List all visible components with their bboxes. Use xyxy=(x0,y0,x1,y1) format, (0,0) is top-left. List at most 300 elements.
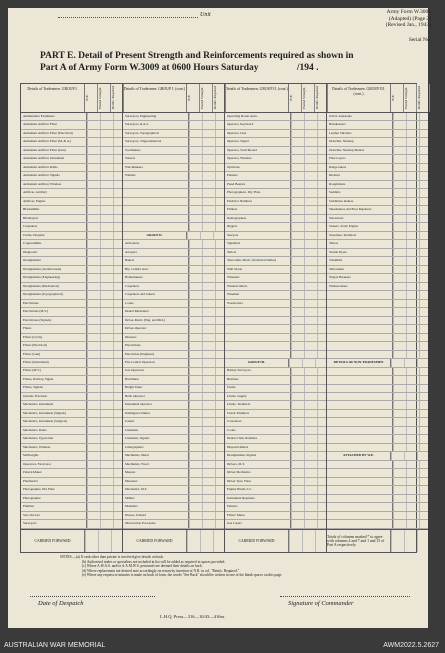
entry-cell[interactable] xyxy=(406,503,419,510)
entry-cell[interactable] xyxy=(87,266,100,273)
entry-cell[interactable] xyxy=(189,274,202,281)
entry-cell[interactable] xyxy=(87,308,100,315)
entry-cell[interactable] xyxy=(406,317,419,324)
entry-cell[interactable] xyxy=(391,359,404,366)
entry-cell[interactable] xyxy=(393,164,406,171)
entry-cell[interactable] xyxy=(304,334,317,341)
entry-cell[interactable] xyxy=(202,215,215,222)
entry-cell[interactable] xyxy=(100,334,113,341)
entry-cell[interactable] xyxy=(87,215,100,222)
entry-cell[interactable] xyxy=(202,410,215,417)
entry-cell[interactable] xyxy=(87,512,100,519)
entry-cell[interactable] xyxy=(100,249,113,256)
entry-cell[interactable] xyxy=(304,503,317,510)
entry-cell[interactable] xyxy=(202,206,215,213)
entry-cell[interactable] xyxy=(304,300,317,307)
entry-cell[interactable] xyxy=(419,435,432,442)
entry-cell[interactable] xyxy=(393,317,406,324)
entry-cell[interactable] xyxy=(406,181,419,188)
entry-cell[interactable] xyxy=(419,147,432,154)
entry-cell[interactable] xyxy=(291,274,304,281)
entry-cell[interactable] xyxy=(202,334,215,341)
entry-cell[interactable] xyxy=(393,113,406,120)
entry-cell[interactable] xyxy=(406,283,419,290)
entry-cell[interactable] xyxy=(419,138,432,145)
entry-cell[interactable] xyxy=(189,393,202,400)
entry-cell[interactable] xyxy=(202,164,215,171)
entry-cell[interactable] xyxy=(393,368,406,375)
entry-cell[interactable] xyxy=(406,266,419,273)
entry-cell[interactable] xyxy=(87,198,100,205)
entry-cell[interactable] xyxy=(419,249,432,256)
carried-forward-cell[interactable] xyxy=(302,530,315,552)
entry-cell[interactable] xyxy=(87,385,100,392)
entry-cell[interactable] xyxy=(304,368,317,375)
entry-cell[interactable] xyxy=(291,130,304,137)
entry-cell[interactable] xyxy=(419,198,432,205)
entry-cell[interactable] xyxy=(406,189,419,196)
entry-cell[interactable] xyxy=(87,325,100,332)
entry-cell[interactable] xyxy=(189,401,202,408)
entry-cell[interactable] xyxy=(100,223,113,230)
entry-cell[interactable] xyxy=(189,181,202,188)
entry-cell[interactable] xyxy=(100,427,113,434)
entry-cell[interactable] xyxy=(406,240,419,247)
entry-cell[interactable] xyxy=(393,427,406,434)
entry-cell[interactable] xyxy=(189,418,202,425)
entry-cell[interactable] xyxy=(302,359,315,366)
entry-cell[interactable] xyxy=(393,172,406,179)
entry-cell[interactable] xyxy=(406,444,419,451)
entry-cell[interactable] xyxy=(406,512,419,519)
entry-cell[interactable] xyxy=(100,520,113,527)
entry-cell[interactable] xyxy=(419,444,432,451)
entry-cell[interactable] xyxy=(87,164,100,171)
entry-cell[interactable] xyxy=(304,444,317,451)
entry-cell[interactable] xyxy=(189,266,202,273)
carried-forward-cell[interactable] xyxy=(404,530,417,552)
entry-cell[interactable] xyxy=(393,325,406,332)
entry-cell[interactable] xyxy=(202,240,215,247)
entry-cell[interactable] xyxy=(189,249,202,256)
entry-cell[interactable] xyxy=(304,198,317,205)
entry-cell[interactable] xyxy=(406,308,419,315)
entry-cell[interactable] xyxy=(202,138,215,145)
entry-cell[interactable] xyxy=(393,486,406,493)
entry-cell[interactable] xyxy=(406,520,419,527)
entry-cell[interactable] xyxy=(202,300,215,307)
entry-cell[interactable] xyxy=(100,435,113,442)
entry-cell[interactable] xyxy=(189,215,202,222)
entry-cell[interactable] xyxy=(291,512,304,519)
entry-cell[interactable] xyxy=(393,461,406,468)
entry-cell[interactable] xyxy=(393,181,406,188)
entry-cell[interactable] xyxy=(202,368,215,375)
entry-cell[interactable] xyxy=(189,512,202,519)
entry-cell[interactable] xyxy=(189,444,202,451)
entry-cell[interactable] xyxy=(393,266,406,273)
entry-cell[interactable] xyxy=(100,342,113,349)
entry-cell[interactable] xyxy=(87,138,100,145)
entry-cell[interactable] xyxy=(202,342,215,349)
entry-cell[interactable] xyxy=(87,155,100,162)
entry-cell[interactable] xyxy=(202,376,215,383)
entry-cell[interactable] xyxy=(406,478,419,485)
entry-cell[interactable] xyxy=(419,401,432,408)
entry-cell[interactable] xyxy=(202,385,215,392)
entry-cell[interactable] xyxy=(189,368,202,375)
entry-cell[interactable] xyxy=(100,121,113,128)
entry-cell[interactable] xyxy=(189,317,202,324)
entry-cell[interactable] xyxy=(304,155,317,162)
entry-cell[interactable] xyxy=(200,232,213,239)
entry-cell[interactable] xyxy=(87,147,100,154)
entry-cell[interactable] xyxy=(291,520,304,527)
entry-cell[interactable] xyxy=(189,376,202,383)
entry-cell[interactable] xyxy=(393,206,406,213)
entry-cell[interactable] xyxy=(291,317,304,324)
entry-cell[interactable] xyxy=(304,418,317,425)
entry-cell[interactable] xyxy=(87,240,100,247)
entry-cell[interactable] xyxy=(419,495,432,502)
entry-cell[interactable] xyxy=(406,351,419,358)
entry-cell[interactable] xyxy=(304,427,317,434)
entry-cell[interactable] xyxy=(304,240,317,247)
entry-cell[interactable] xyxy=(189,198,202,205)
entry-cell[interactable] xyxy=(87,427,100,434)
entry-cell[interactable] xyxy=(419,461,432,468)
entry-cell[interactable] xyxy=(289,359,302,366)
entry-cell[interactable] xyxy=(87,435,100,442)
entry-cell[interactable] xyxy=(291,240,304,247)
entry-cell[interactable] xyxy=(419,317,432,324)
entry-cell[interactable] xyxy=(393,342,406,349)
entry-cell[interactable] xyxy=(406,376,419,383)
entry-cell[interactable] xyxy=(87,206,100,213)
entry-cell[interactable] xyxy=(87,478,100,485)
entry-cell[interactable] xyxy=(406,334,419,341)
entry-cell[interactable] xyxy=(189,189,202,196)
entry-cell[interactable] xyxy=(189,223,202,230)
entry-cell[interactable] xyxy=(304,486,317,493)
entry-cell[interactable] xyxy=(406,385,419,392)
entry-cell[interactable] xyxy=(393,198,406,205)
entry-cell[interactable] xyxy=(406,249,419,256)
entry-cell[interactable] xyxy=(189,410,202,417)
entry-cell[interactable] xyxy=(406,147,419,154)
entry-cell[interactable] xyxy=(393,418,406,425)
entry-cell[interactable] xyxy=(291,155,304,162)
entry-cell[interactable] xyxy=(100,300,113,307)
entry-cell[interactable] xyxy=(419,172,432,179)
entry-cell[interactable] xyxy=(406,113,419,120)
entry-cell[interactable] xyxy=(291,283,304,290)
entry-cell[interactable] xyxy=(100,418,113,425)
entry-cell[interactable] xyxy=(406,155,419,162)
entry-cell[interactable] xyxy=(419,223,432,230)
entry-cell[interactable] xyxy=(419,325,432,332)
entry-cell[interactable] xyxy=(100,495,113,502)
entry-cell[interactable] xyxy=(202,291,215,298)
entry-cell[interactable] xyxy=(304,461,317,468)
entry-cell[interactable] xyxy=(202,266,215,273)
entry-cell[interactable] xyxy=(406,325,419,332)
entry-cell[interactable] xyxy=(404,359,417,366)
entry-cell[interactable] xyxy=(100,113,113,120)
entry-cell[interactable] xyxy=(87,249,100,256)
entry-cell[interactable] xyxy=(291,266,304,273)
entry-cell[interactable] xyxy=(100,401,113,408)
entry-cell[interactable] xyxy=(304,113,317,120)
entry-cell[interactable] xyxy=(100,410,113,417)
entry-cell[interactable] xyxy=(406,486,419,493)
entry-cell[interactable] xyxy=(189,486,202,493)
entry-cell[interactable] xyxy=(202,130,215,137)
entry-cell[interactable] xyxy=(304,385,317,392)
entry-cell[interactable] xyxy=(304,147,317,154)
entry-cell[interactable] xyxy=(304,291,317,298)
entry-cell[interactable] xyxy=(202,486,215,493)
entry-cell[interactable] xyxy=(419,181,432,188)
entry-cell[interactable] xyxy=(419,418,432,425)
entry-cell[interactable] xyxy=(304,393,317,400)
entry-cell[interactable] xyxy=(87,393,100,400)
entry-cell[interactable] xyxy=(87,291,100,298)
entry-cell[interactable] xyxy=(87,452,100,459)
entry-cell[interactable] xyxy=(391,452,404,459)
entry-cell[interactable] xyxy=(393,469,406,476)
entry-cell[interactable] xyxy=(304,164,317,171)
entry-cell[interactable] xyxy=(419,427,432,434)
entry-cell[interactable] xyxy=(419,283,432,290)
entry-cell[interactable] xyxy=(202,512,215,519)
carried-forward-cell[interactable] xyxy=(417,530,430,552)
entry-cell[interactable] xyxy=(304,232,317,239)
entry-cell[interactable] xyxy=(304,181,317,188)
entry-cell[interactable] xyxy=(304,452,317,459)
entry-cell[interactable] xyxy=(100,385,113,392)
entry-cell[interactable] xyxy=(202,444,215,451)
entry-cell[interactable] xyxy=(291,461,304,468)
entry-cell[interactable] xyxy=(202,351,215,358)
entry-cell[interactable] xyxy=(291,206,304,213)
entry-cell[interactable] xyxy=(291,121,304,128)
entry-cell[interactable] xyxy=(189,172,202,179)
entry-cell[interactable] xyxy=(189,461,202,468)
entry-cell[interactable] xyxy=(189,147,202,154)
entry-cell[interactable] xyxy=(393,249,406,256)
entry-cell[interactable] xyxy=(291,385,304,392)
entry-cell[interactable] xyxy=(291,147,304,154)
entry-cell[interactable] xyxy=(406,418,419,425)
entry-cell[interactable] xyxy=(393,138,406,145)
entry-cell[interactable] xyxy=(100,172,113,179)
entry-cell[interactable] xyxy=(100,478,113,485)
entry-cell[interactable] xyxy=(419,334,432,341)
entry-cell[interactable] xyxy=(202,172,215,179)
entry-cell[interactable] xyxy=(393,189,406,196)
entry-cell[interactable] xyxy=(87,232,100,239)
entry-cell[interactable] xyxy=(189,359,202,366)
entry-cell[interactable] xyxy=(393,283,406,290)
entry-cell[interactable] xyxy=(202,181,215,188)
entry-cell[interactable] xyxy=(100,486,113,493)
entry-cell[interactable] xyxy=(291,478,304,485)
entry-cell[interactable] xyxy=(406,274,419,281)
entry-cell[interactable] xyxy=(393,121,406,128)
entry-cell[interactable] xyxy=(419,503,432,510)
entry-cell[interactable] xyxy=(304,189,317,196)
entry-cell[interactable] xyxy=(87,274,100,281)
entry-cell[interactable] xyxy=(202,461,215,468)
entry-cell[interactable] xyxy=(189,240,202,247)
entry-cell[interactable] xyxy=(100,291,113,298)
entry-cell[interactable] xyxy=(291,164,304,171)
entry-cell[interactable] xyxy=(304,172,317,179)
entry-cell[interactable] xyxy=(304,495,317,502)
entry-cell[interactable] xyxy=(189,342,202,349)
entry-cell[interactable] xyxy=(304,325,317,332)
entry-cell[interactable] xyxy=(291,138,304,145)
entry-cell[interactable] xyxy=(100,308,113,315)
entry-cell[interactable] xyxy=(291,291,304,298)
entry-cell[interactable] xyxy=(406,300,419,307)
entry-cell[interactable] xyxy=(189,503,202,510)
entry-cell[interactable] xyxy=(393,385,406,392)
entry-cell[interactable] xyxy=(87,401,100,408)
entry-cell[interactable] xyxy=(291,189,304,196)
entry-cell[interactable] xyxy=(291,351,304,358)
entry-cell[interactable] xyxy=(202,478,215,485)
entry-cell[interactable] xyxy=(291,334,304,341)
entry-cell[interactable] xyxy=(393,503,406,510)
entry-cell[interactable] xyxy=(100,164,113,171)
entry-cell[interactable] xyxy=(189,300,202,307)
entry-cell[interactable] xyxy=(419,164,432,171)
entry-cell[interactable] xyxy=(406,393,419,400)
entry-cell[interactable] xyxy=(189,385,202,392)
entry-cell[interactable] xyxy=(291,300,304,307)
entry-cell[interactable] xyxy=(87,495,100,502)
entry-cell[interactable] xyxy=(406,342,419,349)
entry-cell[interactable] xyxy=(100,283,113,290)
entry-cell[interactable] xyxy=(393,308,406,315)
entry-cell[interactable] xyxy=(100,232,113,239)
entry-cell[interactable] xyxy=(304,317,317,324)
entry-cell[interactable] xyxy=(87,257,100,264)
entry-cell[interactable] xyxy=(202,418,215,425)
entry-cell[interactable] xyxy=(87,300,100,307)
entry-cell[interactable] xyxy=(393,393,406,400)
entry-cell[interactable] xyxy=(189,334,202,341)
entry-cell[interactable] xyxy=(406,435,419,442)
entry-cell[interactable] xyxy=(406,495,419,502)
entry-cell[interactable] xyxy=(100,181,113,188)
entry-cell[interactable] xyxy=(419,240,432,247)
entry-cell[interactable] xyxy=(393,512,406,519)
entry-cell[interactable] xyxy=(100,503,113,510)
entry-cell[interactable] xyxy=(100,266,113,273)
entry-cell[interactable] xyxy=(304,249,317,256)
entry-cell[interactable] xyxy=(87,503,100,510)
entry-cell[interactable] xyxy=(100,215,113,222)
entry-cell[interactable] xyxy=(304,512,317,519)
entry-cell[interactable] xyxy=(87,342,100,349)
entry-cell[interactable] xyxy=(304,520,317,527)
entry-cell[interactable] xyxy=(87,334,100,341)
entry-cell[interactable] xyxy=(393,435,406,442)
entry-cell[interactable] xyxy=(291,486,304,493)
entry-cell[interactable] xyxy=(291,418,304,425)
entry-cell[interactable] xyxy=(291,376,304,383)
entry-cell[interactable] xyxy=(419,368,432,375)
entry-cell[interactable] xyxy=(202,274,215,281)
entry-cell[interactable] xyxy=(393,147,406,154)
entry-cell[interactable] xyxy=(87,223,100,230)
entry-cell[interactable] xyxy=(87,418,100,425)
entry-cell[interactable] xyxy=(304,469,317,476)
entry-cell[interactable] xyxy=(87,461,100,468)
entry-cell[interactable] xyxy=(304,401,317,408)
entry-cell[interactable] xyxy=(393,495,406,502)
entry-cell[interactable] xyxy=(189,291,202,298)
entry-cell[interactable] xyxy=(100,240,113,247)
entry-cell[interactable] xyxy=(100,469,113,476)
entry-cell[interactable] xyxy=(406,215,419,222)
carried-forward-cell[interactable] xyxy=(391,530,404,552)
entry-cell[interactable] xyxy=(419,478,432,485)
entry-cell[interactable] xyxy=(419,232,432,239)
entry-cell[interactable] xyxy=(291,342,304,349)
entry-cell[interactable] xyxy=(304,274,317,281)
entry-cell[interactable] xyxy=(202,495,215,502)
carried-forward-cell[interactable] xyxy=(187,530,200,552)
entry-cell[interactable] xyxy=(291,249,304,256)
entry-cell[interactable] xyxy=(393,223,406,230)
entry-cell[interactable] xyxy=(419,342,432,349)
entry-cell[interactable] xyxy=(304,215,317,222)
entry-cell[interactable] xyxy=(304,138,317,145)
entry-cell[interactable] xyxy=(304,266,317,273)
entry-cell[interactable] xyxy=(417,359,430,366)
entry-cell[interactable] xyxy=(189,478,202,485)
entry-cell[interactable] xyxy=(189,257,202,264)
entry-cell[interactable] xyxy=(419,512,432,519)
entry-cell[interactable] xyxy=(393,232,406,239)
entry-cell[interactable] xyxy=(87,172,100,179)
entry-cell[interactable] xyxy=(419,351,432,358)
entry-cell[interactable] xyxy=(393,300,406,307)
entry-cell[interactable] xyxy=(304,130,317,137)
entry-cell[interactable] xyxy=(419,300,432,307)
entry-cell[interactable] xyxy=(406,461,419,468)
entry-cell[interactable] xyxy=(189,130,202,137)
entry-cell[interactable] xyxy=(406,223,419,230)
entry-cell[interactable] xyxy=(406,206,419,213)
entry-cell[interactable] xyxy=(393,334,406,341)
entry-cell[interactable] xyxy=(189,495,202,502)
entry-cell[interactable] xyxy=(100,461,113,468)
entry-cell[interactable] xyxy=(304,351,317,358)
entry-cell[interactable] xyxy=(87,121,100,128)
entry-cell[interactable] xyxy=(100,206,113,213)
entry-cell[interactable] xyxy=(304,435,317,442)
entry-cell[interactable] xyxy=(304,206,317,213)
entry-cell[interactable] xyxy=(393,478,406,485)
entry-cell[interactable] xyxy=(291,223,304,230)
entry-cell[interactable] xyxy=(202,325,215,332)
entry-cell[interactable] xyxy=(189,283,202,290)
